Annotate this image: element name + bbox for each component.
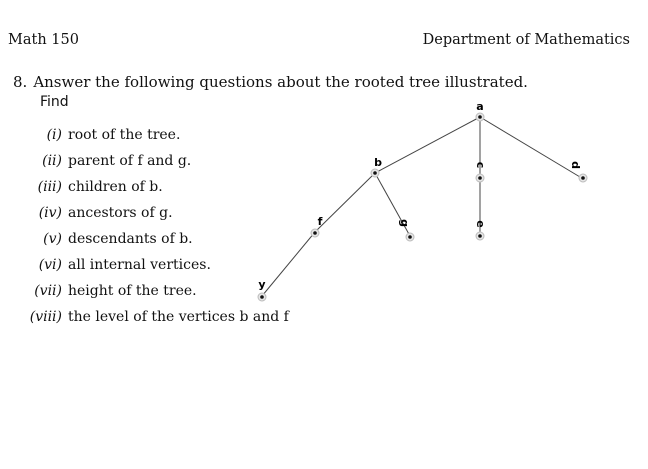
node-label-a: a: [476, 100, 484, 113]
node-label-b: b: [374, 156, 382, 169]
tree-node-g: [398, 219, 414, 241]
node-label-e: e: [474, 220, 487, 228]
item-label: (v): [43, 231, 62, 247]
item-text: descendants of b.: [68, 231, 193, 247]
question-text: Answer the following questions about the rooted tree illustrated.: [33, 73, 528, 91]
item-label: (vii): [34, 283, 62, 299]
tree-node-a: [476, 100, 484, 121]
question-number: 8.: [13, 73, 28, 91]
item-label: (vi): [38, 257, 62, 273]
tree-edge-a-b: [375, 117, 480, 173]
item-text: height of the tree.: [68, 283, 197, 299]
tree-edge-b-f: [315, 173, 375, 232]
tree-edge-a-d: [480, 117, 580, 177]
tree-node-f: [311, 215, 323, 237]
item-text: ancestors of g.: [68, 205, 173, 221]
tree-node-y: [258, 278, 266, 301]
item-label: (iii): [37, 179, 62, 195]
find-label: Find: [40, 94, 69, 110]
node-label-d: d: [569, 161, 582, 169]
item-text: children of b.: [68, 179, 163, 195]
node-label-g: g: [398, 219, 411, 227]
tree-node-b: [371, 156, 382, 177]
item-label: (iv): [38, 205, 62, 221]
node-label-y: y: [258, 278, 266, 291]
node-label-c: c: [474, 161, 487, 169]
item-text: the level of the vertices b and f: [68, 309, 289, 325]
item-text: parent of f and g.: [68, 153, 192, 169]
course-title: Math 150: [8, 32, 79, 48]
item-text: all internal vertices.: [68, 257, 211, 273]
item-label: (i): [46, 127, 62, 143]
department-name: Department of Mathematics: [422, 32, 630, 48]
node-label-f: f: [317, 215, 323, 228]
item-text: root of the tree.: [68, 127, 181, 143]
item-label: (ii): [42, 153, 62, 169]
tree-edge-f-y: [262, 232, 315, 296]
item-label: (viii): [29, 309, 62, 325]
